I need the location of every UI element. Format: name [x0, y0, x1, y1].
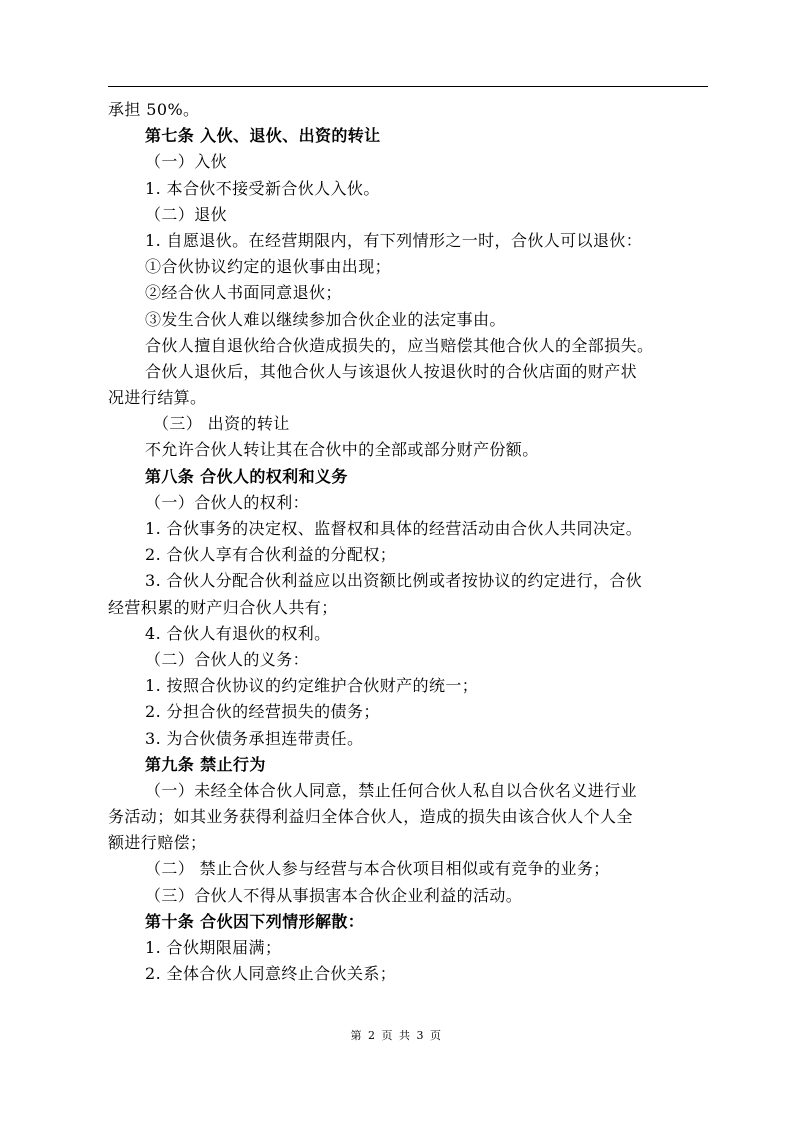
text-line: 合伙人擅自退伙给合伙造成损失的，应当赔偿其他合伙人的全部损失。 [145, 335, 654, 355]
text-line: （一）入伙 [145, 152, 228, 172]
text-line: 2. 分担合伙的经营损失的债务； [145, 702, 380, 722]
document-body [108, 97, 712, 987]
text-line: （三）合伙人不得从事损害本合伙企业利益的活动。 [145, 885, 523, 905]
text-line: 1. 自愿退伙。在经营期限内，有下列情形之一时，合伙人可以退伙： [145, 230, 643, 250]
text-line: 承担 50%。 [108, 100, 200, 119]
text-line: 不允许合伙人转让其在合伙中的全部或部分财产份额。 [145, 440, 539, 460]
text-line: （二） 禁止合伙人参与经营与本合伙项目相似或有竞争的业务； [145, 859, 610, 879]
text-line: （一）未经全体合伙人同意，禁止任何合伙人私自以合伙名义进行业 [145, 780, 638, 800]
text-line: 3. 为合伙债务承担连带责任。 [145, 728, 364, 748]
text-line: ①合伙协议约定的退伙事由出现； [145, 257, 392, 277]
text-line: 合伙人退伙后，其他合伙人与该退伙人按退伙时的合伙店面的财产状 [145, 361, 638, 381]
header-rule [108, 86, 708, 87]
text-line: ③发生合伙人难以继续参加合伙企业的法定事由。 [145, 309, 506, 329]
text-line: 2. 合伙人享有合伙利益的分配权； [145, 545, 397, 565]
text-line: 经营积累的财产归合伙人共有； [108, 597, 338, 617]
article-7-heading: 第七条 入伙、退伙、出资的转让 [145, 126, 381, 146]
article-10-heading: 第十条 合伙因下列情形解散： [145, 911, 365, 931]
text-line: （二）退伙 [145, 204, 228, 224]
text-line: 2. 全体合伙人同意终止合伙关系； [145, 964, 397, 984]
text-line: 1. 按照合伙协议的约定维护合伙财产的统一； [145, 676, 479, 696]
text-line: ②经合伙人书面同意退伙； [145, 283, 342, 303]
text-line: 务活动；如其业务获得利益归全体合伙人，造成的损失由该合伙人个人全 [108, 807, 633, 827]
text-line: （二）合伙人的义务： [145, 649, 310, 669]
text-line: （三） 出资的转让 [153, 414, 290, 434]
text-line: 额进行赔偿； [108, 833, 207, 853]
text-line: 4. 合伙人有退伙的权利。 [145, 623, 331, 643]
page-number-footer: 第 2 页 共 3 页 [350, 1029, 443, 1042]
article-9-heading: 第九条 禁止行为 [145, 754, 266, 774]
text-line: 1. 合伙事务的决定权、监督权和具体的经营活动由合伙人共同决定。 [145, 519, 643, 538]
text-line: 1. 合伙期限届满； [145, 938, 282, 957]
article-8-heading: 第八条 合伙人的权利和义务 [145, 466, 348, 486]
text-line: 3. 合伙人分配合伙利益应以出资额比例或者按协议的约定进行，合伙 [145, 571, 643, 591]
text-line: 况进行结算。 [108, 388, 207, 408]
text-line: （一）合伙人的权利： [145, 492, 310, 512]
text-line: 1. 本合伙不接受新合伙人入伙。 [145, 178, 380, 198]
